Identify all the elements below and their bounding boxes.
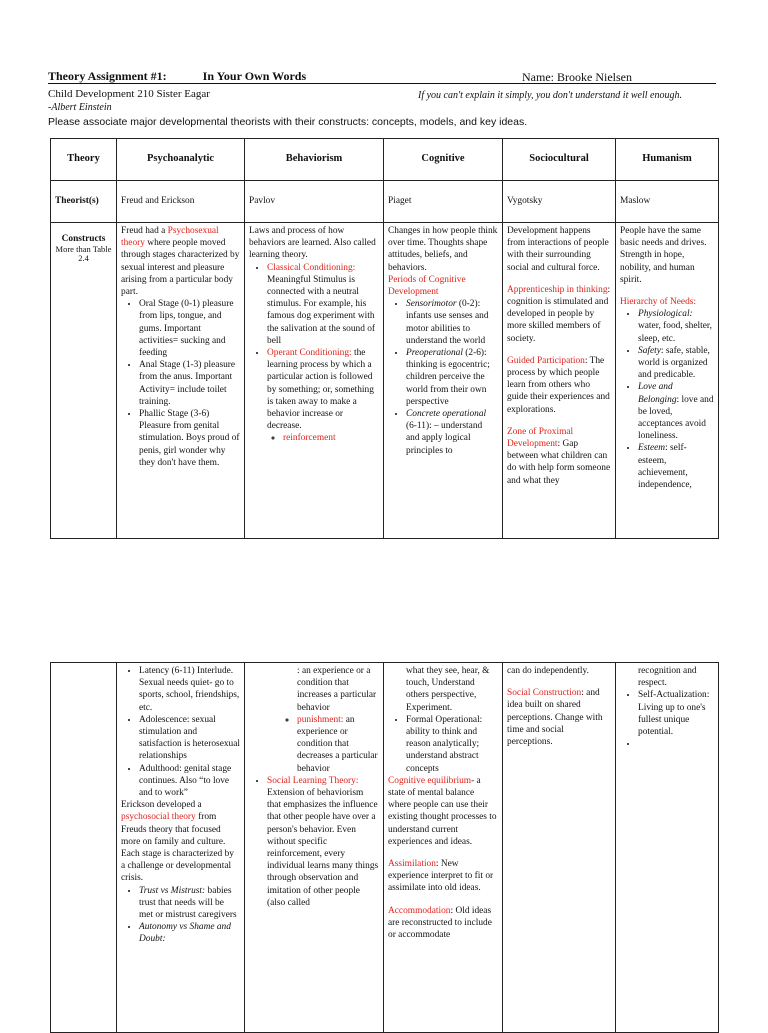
course-info: Child Development 210 Sister Eagar bbox=[48, 88, 210, 100]
cognitive-cell-continued bbox=[384, 663, 503, 1033]
preoperational: • Preoperational (2-6): thinking is egocentric; children perceive the world from their own perspective bbox=[406, 347, 498, 408]
operant-conditioning: • Operant Conditioning: the learning process by which a particular action is followed by something; or, something is taken away to make a behavior increase or decrease. ◦ reinforcement bbox=[267, 347, 379, 445]
theory-table bbox=[50, 138, 719, 539]
constructs-row-continued bbox=[51, 663, 719, 1033]
social-construction: Social Construction: and idea built on shared perceptions. Change with time and social perceptions. bbox=[507, 688, 603, 748]
apprenticeship: Apprenticeship in thinking: cognition is stimulated and developed in people by more skilled members of society. bbox=[507, 284, 611, 344]
constructs-row bbox=[51, 223, 719, 539]
theorist-psychoanalytic: Freud and Erickson bbox=[117, 181, 245, 223]
title-main: Theory Assignment #1: bbox=[48, 69, 167, 83]
self-actualization: • Self-Actualization: Living up to one's fullest unique potential. bbox=[638, 689, 714, 738]
autonomy-shame: • Autonomy vs Shame and Doubt: bbox=[139, 921, 240, 945]
adulthood-stage: • Adulthood: genital stage continues. Also “to love and to work” bbox=[139, 763, 240, 800]
hierarchy-of-needs: Hierarchy of Needs: bbox=[620, 297, 697, 308]
anal-stage: • Anal Stage (1-3) pleasure from the anus. Important Activity= include toilet training. bbox=[139, 359, 240, 408]
physiological: • Physiological: water, food, shelter, sleep, etc. bbox=[638, 308, 714, 345]
accommodation: Accommodation: Old ideas are reconstructed to include or accommodate bbox=[388, 905, 492, 941]
instructions: Please associate major developmental theorists with their constructs: concepts, models, and key ideas. bbox=[48, 116, 528, 128]
constructs-label bbox=[51, 223, 117, 539]
love-belonging: • Love and Belonging: love and be loved, acceptances avoid loneliness. bbox=[638, 381, 714, 442]
cog-periods: Periods of Cognitive Development bbox=[388, 274, 466, 298]
constructs-title: Constructs bbox=[61, 234, 106, 244]
esteem-cont: recognition and respect. bbox=[638, 666, 697, 689]
humanism-cell bbox=[616, 223, 719, 539]
safety: • Safety: safe, stable, world is organized and predicable. bbox=[638, 345, 714, 382]
theorist-label: Theorist(s) bbox=[51, 181, 117, 223]
classical-conditioning: • Classical Conditioning: Meaningful Stimulus is connected with a neutral stimulus. For example, his famous dog experiment with the salivation at the sound of bell bbox=[267, 262, 379, 347]
sociocultural-cell-continued bbox=[503, 663, 616, 1033]
psycho-intro: Freud had a Psychosexual theory where people moved through stages characterized by sexual interest and pleasure arising from a particular body part. bbox=[121, 226, 240, 298]
oral-stage: • Oral Stage (0-1) pleasure from lips, tongue, and gums. Important activities= sucking and feeding bbox=[139, 298, 240, 359]
zpd-cont: can do independently. bbox=[507, 666, 589, 676]
phallic-stage: • Phallic Stage (3-6) Pleasure from genital stimulation. Boys proud of penis, girl wonder why they don't have them. bbox=[139, 408, 240, 469]
header-cognitive: Cognitive bbox=[384, 139, 503, 181]
behav-intro: Laws and process of how behaviors are learned. Also called learning theory. bbox=[249, 226, 376, 261]
reinforcement-cont: : an experience or a condition that increases a particular behavior bbox=[297, 666, 377, 713]
header-behaviorism: Behaviorism bbox=[245, 139, 384, 181]
trust-mistrust: • Trust vs Mistrust: babies trust that needs will be met or mistrust caregivers bbox=[139, 885, 240, 922]
reinforcement: ◦ reinforcement bbox=[283, 432, 379, 444]
cog-intro: Changes in how people think over time. Thoughts shape attitudes, beliefs, and behaviors. bbox=[388, 226, 498, 273]
behaviorism-cell bbox=[245, 223, 384, 539]
psychoanalytic-cell bbox=[117, 223, 245, 539]
theorist-humanism: Maslow bbox=[616, 181, 719, 223]
assimilation: Assimilation: New experience interpret to fit or assimilate into old ideas. bbox=[388, 859, 494, 894]
human-intro: People have the same basic needs and drives. Strength in hope, nobility, and human spirit. bbox=[620, 226, 707, 285]
zone-proximal-development: Zone of Proximal Development: Gap between what children can do with help form someone and what they bbox=[507, 426, 611, 486]
theorist-cognitive: Piaget bbox=[384, 181, 503, 223]
socio-intro: Development happens from interactions of people with their surrounding social and cultural force. bbox=[507, 226, 609, 273]
theorist-row bbox=[51, 181, 719, 223]
constructs-label-continued bbox=[51, 663, 117, 1033]
einstein-quote: If you can't explain it simply, you don't understand it well enough. bbox=[418, 90, 682, 101]
formal-operational: • Formal Operational: ability to think and reason analytically; understand abstract concepts bbox=[406, 714, 498, 775]
humanism-cell-continued bbox=[616, 663, 719, 1033]
theory-table-continued bbox=[50, 662, 719, 1033]
header-theory: Theory bbox=[51, 139, 117, 181]
empty-bullet bbox=[638, 738, 714, 750]
header-humanism: Humanism bbox=[616, 139, 719, 181]
title-sub: In Your Own Words bbox=[202, 69, 307, 83]
psychoanalytic-cell-continued bbox=[117, 663, 245, 1033]
assignment-title bbox=[48, 70, 306, 83]
latency-stage: • Latency (6-11) Interlude. Sexual needs quiet- go to sports, school, friendships, etc. bbox=[139, 665, 240, 714]
guided-participation: Guided Participation: The process by which people learn from others who guide their experiences and explorations. bbox=[507, 355, 610, 415]
punishment: ◦ punishment: an experience or condition that decreases a particular behavior bbox=[297, 714, 379, 775]
theorist-sociocultural: Vygotsky bbox=[503, 181, 616, 223]
theorist-behaviorism: Pavlov bbox=[245, 181, 384, 223]
constructs-note: More than Table 2.4 bbox=[55, 244, 112, 264]
sociocultural-cell bbox=[503, 223, 616, 539]
header-rule bbox=[48, 83, 716, 84]
cognitive-cell bbox=[384, 223, 503, 539]
adolescence-stage: • Adolescence: sexual stimulation and satisfaction is heterosexual relationships bbox=[139, 714, 240, 763]
header-sociocultural: Sociocultural bbox=[503, 139, 616, 181]
header-row bbox=[51, 139, 719, 181]
student-name: Name: Brooke Nielsen bbox=[522, 70, 632, 84]
header-psychoanalytic: Psychoanalytic bbox=[117, 139, 245, 181]
quote-author: -Albert Einstein bbox=[48, 102, 112, 113]
behaviorism-cell-continued bbox=[245, 663, 384, 1033]
concrete-operational: • Concrete operational (6-11): – understand and apply logical principles to bbox=[406, 408, 498, 457]
concrete-cont: what they see, hear, & touch, Understand others perspective, Experiment. bbox=[406, 666, 490, 713]
erickson-intro: Erickson developed a psychosocial theory from Freuds theory that focused more on family and culture. Each stage is characterized by a challenge or developmental crisis. bbox=[121, 800, 234, 884]
social-learning-theory: • Social Learning Theory: Extension of behaviorism that emphasizes the influence that other people have over a person's behavior. Even without specific reinforcement, every individual learns many things through observation and imitation of other people (also called bbox=[267, 775, 379, 909]
esteem: • Esteem: self-esteem, achievement, independence, bbox=[638, 442, 714, 491]
cognitive-equilibrium: Cognitive equilibrium- a state of mental balance where people can use their existing thought processes to understand current experiences and ideas. bbox=[388, 775, 497, 847]
sensorimotor: • Sensorimotor (0-2): infants use senses and motor abilities to understand the world bbox=[406, 298, 498, 347]
